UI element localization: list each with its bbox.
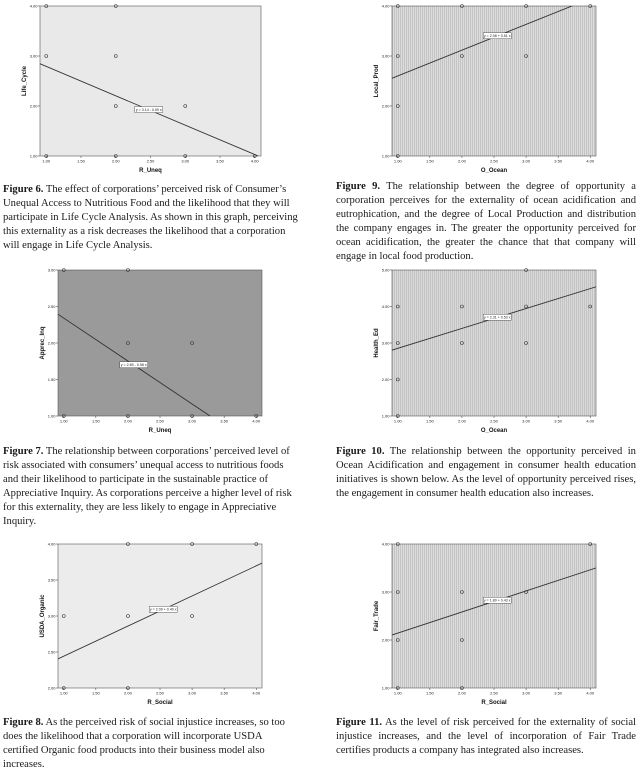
figure-7-label: Figure 7. xyxy=(3,446,44,457)
plot-area xyxy=(392,6,596,156)
figure-7-caption xyxy=(3,445,299,530)
x-tick-label: 4.00 xyxy=(252,690,261,696)
plot-area xyxy=(40,6,261,156)
x-tick-label: 4.00 xyxy=(252,418,261,424)
fit-label: y = 3.14 - 0.59 x xyxy=(135,107,162,112)
figure-10-svg xyxy=(372,266,600,440)
x-tick-label: 2.00 xyxy=(124,690,132,696)
y-tick-label: 2.00 xyxy=(47,685,56,691)
figure-6-svg xyxy=(20,2,265,180)
x-tick-label: 4.00 xyxy=(586,158,595,164)
figure-10-label: Figure 10. xyxy=(336,446,385,457)
x-tick-label: 1.00 xyxy=(59,418,68,424)
y-tick-label: 3.50 xyxy=(47,577,56,583)
figure-6-text: The effect of corporations’ perceived risk of Consumer’s Unequal Access to Nutritious Food and the likelihood that they will participate in Life Cycle Analysis. As shown in this graph, perceiving this externality as a risk decreases the likelihood that a corporation will engage in Life Cycle Analysis. xyxy=(3,184,298,252)
figure-10-text: The relationship between the opportunity perceived in Ocean Acidification and engagement in consumer health education initiatives is shown below. As the level of opportunity perceived rises, the engagement in consumer health education also increases. xyxy=(336,446,636,500)
y-tick-label: 3.00 xyxy=(381,589,390,595)
figure-6-label: Figure 6. xyxy=(3,184,44,195)
x-tick-label: 2.00 xyxy=(111,158,120,164)
y-tick-label: 1.00 xyxy=(47,413,56,419)
x-tick-label: 3.00 xyxy=(522,690,530,696)
y-tick-label: 2.00 xyxy=(381,376,390,382)
x-tick-label: 3.00 xyxy=(181,158,190,164)
x-tick-label: 3.50 xyxy=(216,158,224,164)
x-tick-label: 4.00 xyxy=(250,158,259,164)
fit-label: y = 2.09 + 0.40 x xyxy=(149,607,177,612)
figure-11-caption xyxy=(336,716,636,758)
figure-11-label: Figure 11. xyxy=(336,717,383,728)
x-tick-label: 1.50 xyxy=(91,690,100,696)
figure-6-caption xyxy=(3,183,299,253)
x-axis-label: O_Ocean xyxy=(480,428,508,434)
x-tick-label: 1.00 xyxy=(393,690,402,696)
y-tick-label: 1.00 xyxy=(29,153,38,159)
figure-11-svg xyxy=(372,540,600,712)
y-tick-label: 4.00 xyxy=(29,3,38,9)
x-tick-label: 1.00 xyxy=(393,158,402,164)
x-tick-label: 2.50 xyxy=(490,418,498,424)
x-tick-label: 3.50 xyxy=(220,418,229,424)
x-tick-label: 3.00 xyxy=(188,690,196,696)
figure-8-chart xyxy=(38,540,266,712)
plot-area xyxy=(392,544,596,688)
y-tick-label: 2.00 xyxy=(47,340,56,346)
x-tick-label: 1.00 xyxy=(393,418,402,424)
y-tick-label: 4.00 xyxy=(381,3,390,9)
y-tick-label: 4.00 xyxy=(381,541,390,547)
figure-8-label: Figure 8. xyxy=(3,717,44,728)
x-axis-label: R_Social xyxy=(147,700,173,706)
y-tick-label: 2.50 xyxy=(47,649,56,655)
figure-10-chart xyxy=(372,266,600,440)
figure-7-svg xyxy=(38,266,266,440)
x-tick-label: 2.00 xyxy=(458,690,466,696)
figure-8-caption xyxy=(3,716,299,772)
x-tick-label: 4.00 xyxy=(586,690,595,696)
x-tick-label: 3.50 xyxy=(554,158,563,164)
y-axis-label: Apprec_Inq xyxy=(40,326,46,360)
fit-label: y = 2.08 + 0.51 x xyxy=(483,34,511,39)
figure-7-chart xyxy=(38,266,266,440)
y-tick-label: 2.00 xyxy=(29,103,38,109)
x-tick-label: 4.00 xyxy=(586,418,595,424)
y-axis-label: Health_Ed xyxy=(374,328,380,358)
y-axis-label: USDA_Organic xyxy=(40,594,46,638)
y-axis-label: Local_Prod xyxy=(374,64,380,98)
figure-9-caption xyxy=(336,180,636,264)
figure-8-text: As the perceived risk of social injustice increases, so too does the likelihood that a corporation will incorporate USDA certified Organic food products into their business model also increases. xyxy=(3,717,285,771)
x-axis-label: R_Social xyxy=(481,700,507,706)
x-tick-label: 1.00 xyxy=(42,158,51,164)
figure-7-text: The relationship between corporations’ perceived level of risk associated with consumers’ unequal access to nutritious foods and their likelihood to participate in the sustainable practice of Appreciative Inquiry. As corporations perceive a higher level of risk for this externality, they are less likely to engage in Appreciative Inquiry. xyxy=(3,446,292,528)
y-axis-label: Life_Cycle xyxy=(22,65,28,97)
figure-6-chart xyxy=(20,2,265,180)
y-tick-label: 1.00 xyxy=(381,685,390,691)
x-axis-label: R_Uneq xyxy=(148,428,172,434)
x-tick-label: 2.00 xyxy=(458,418,466,424)
y-tick-label: 1.50 xyxy=(47,376,56,382)
x-tick-label: 1.50 xyxy=(425,418,434,424)
y-tick-label: 4.00 xyxy=(381,303,390,309)
x-tick-label: 2.50 xyxy=(490,690,498,696)
figure-10-caption xyxy=(336,445,636,501)
x-tick-label: 1.00 xyxy=(59,690,68,696)
y-tick-label: 1.00 xyxy=(381,153,390,159)
figure-9-chart xyxy=(372,2,600,180)
x-tick-label: 1.50 xyxy=(425,158,434,164)
y-tick-label: 2.50 xyxy=(47,303,56,309)
x-tick-label: 2.00 xyxy=(458,158,466,164)
x-tick-label: 3.50 xyxy=(554,690,563,696)
figure-11-chart xyxy=(372,540,600,712)
x-tick-label: 3.50 xyxy=(220,690,229,696)
x-axis-label: R_Uneq xyxy=(139,168,162,174)
plot-area xyxy=(392,270,596,416)
x-tick-label: 2.50 xyxy=(156,418,164,424)
figure-9-text: The relationship between the degree of opportunity a corporation perceives for the externality of ocean acidification and eutrophication, and the degree of Local Production and distribution the company engages in. The greater the opportunity perceived for ocean acidification, the greater the chance that that company will engage in local food production. xyxy=(336,181,636,263)
x-tick-label: 2.50 xyxy=(146,158,155,164)
plot-area xyxy=(58,544,262,688)
x-tick-label: 2.50 xyxy=(490,158,498,164)
y-tick-label: 3.00 xyxy=(381,340,390,346)
x-tick-label: 2.50 xyxy=(156,690,164,696)
x-tick-label: 3.50 xyxy=(554,418,563,424)
fit-label: y = 1.80 + 0.43 x xyxy=(483,598,511,603)
y-tick-label: 3.00 xyxy=(381,53,390,59)
y-tick-label: 1.00 xyxy=(381,413,390,419)
x-tick-label: 3.00 xyxy=(188,418,196,424)
y-tick-label: 3.00 xyxy=(29,53,38,59)
x-tick-label: 1.50 xyxy=(425,690,434,696)
y-tick-label: 3.00 xyxy=(47,613,56,619)
y-tick-label: 2.00 xyxy=(381,637,390,643)
plot-area xyxy=(58,270,262,416)
figure-9-svg xyxy=(372,2,600,180)
fit-label: y = 2.89 - 0.58 x xyxy=(120,363,147,367)
x-tick-label: 3.00 xyxy=(522,418,530,424)
x-tick-label: 1.50 xyxy=(91,418,100,424)
fit-label: y = 2.31 + 0.53 x xyxy=(483,315,511,320)
figure-9-label: Figure 9. xyxy=(336,181,381,192)
x-axis-label: O_Ocean xyxy=(480,168,508,174)
y-axis-label: Fair_Trade xyxy=(374,600,380,632)
x-tick-label: 1.50 xyxy=(77,158,85,164)
figure-8-svg xyxy=(38,540,266,712)
y-tick-label: 5.00 xyxy=(381,267,390,273)
x-tick-label: 3.00 xyxy=(522,158,530,164)
y-tick-label: 4.00 xyxy=(47,541,56,547)
x-tick-label: 2.00 xyxy=(124,418,132,424)
y-tick-label: 2.00 xyxy=(381,103,390,109)
figure-11-text: As the level of risk perceived for the externality of social injustice increases, and the level of incorporation of Fair Trade certifies products a company has integrated also increases. xyxy=(336,717,636,757)
y-tick-label: 3.00 xyxy=(47,267,56,273)
